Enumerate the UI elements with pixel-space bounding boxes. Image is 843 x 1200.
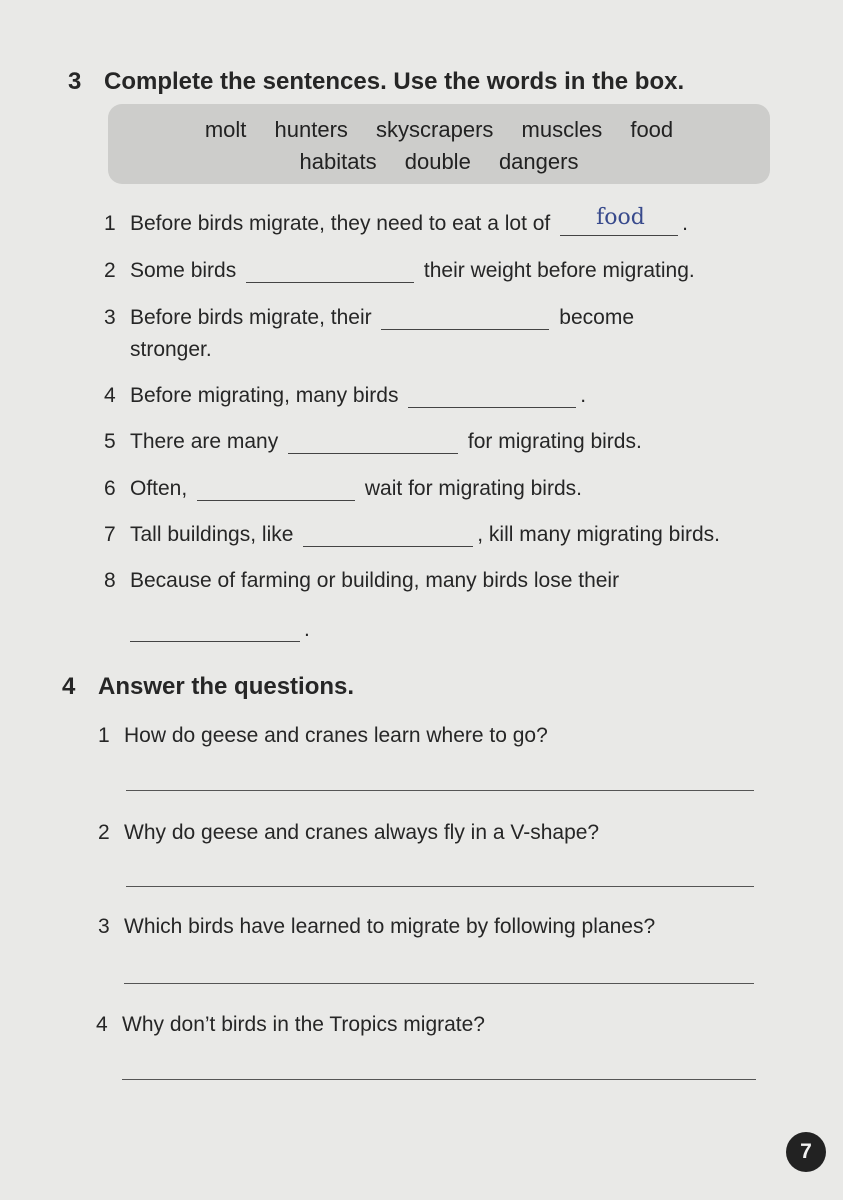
sentence-continuation: stronger. bbox=[130, 338, 212, 361]
question-item bbox=[96, 1013, 485, 1037]
sentence-item bbox=[104, 205, 688, 236]
sentence-text: Before migrating, many birds bbox=[130, 384, 399, 407]
answer-blank[interactable] bbox=[560, 205, 678, 236]
sentence-continuation bbox=[130, 618, 310, 642]
question-text: Why do geese and cranes always fly in a V-shape? bbox=[124, 821, 600, 844]
question-item bbox=[98, 915, 655, 939]
sentence-text: Often, bbox=[130, 477, 188, 500]
answer-line[interactable] bbox=[124, 983, 754, 984]
item-number: 7 bbox=[104, 523, 116, 546]
answer-blank[interactable] bbox=[408, 387, 576, 408]
item-number: 8 bbox=[104, 569, 116, 592]
answer-blank[interactable] bbox=[197, 480, 355, 501]
question-number: 4 bbox=[96, 1013, 108, 1036]
item-number: 5 bbox=[104, 430, 116, 453]
exercise-3-number: 3 bbox=[68, 68, 82, 95]
sentence-text: for migrating birds. bbox=[467, 430, 642, 453]
sentence-text: wait for migrating birds. bbox=[364, 477, 582, 500]
sentence-text: their weight before migrating. bbox=[423, 259, 695, 282]
item-number: 6 bbox=[104, 477, 116, 500]
word-box-word: molt bbox=[204, 117, 247, 142]
question-text: Which birds have learned to migrate by following planes? bbox=[124, 915, 656, 938]
word-box-word: hunters bbox=[274, 117, 348, 142]
sentence-item bbox=[104, 430, 642, 454]
item-number: 2 bbox=[104, 259, 116, 282]
answer-line[interactable] bbox=[122, 1079, 756, 1080]
question-number: 2 bbox=[98, 821, 110, 844]
answer-blank[interactable] bbox=[381, 309, 549, 330]
question-item bbox=[98, 821, 599, 845]
question-text: Why don’t birds in the Tropics migrate? bbox=[122, 1013, 485, 1036]
sentence-text: Tall buildings, like bbox=[130, 523, 294, 546]
word-box-word: double bbox=[404, 149, 471, 174]
sentence-item bbox=[104, 523, 720, 547]
sentence-item bbox=[104, 259, 695, 283]
exercise-4-instruction: Answer the questions. bbox=[98, 673, 355, 700]
sentence-item bbox=[104, 306, 634, 330]
answer-blank[interactable] bbox=[130, 621, 300, 642]
question-number: 1 bbox=[98, 724, 110, 747]
sentence-text: Before birds migrate, their bbox=[130, 306, 372, 329]
word-box-word: skyscrapers bbox=[376, 117, 494, 142]
item-number: 3 bbox=[104, 306, 116, 329]
word-box-word: muscles bbox=[521, 117, 603, 142]
sentence-text: , kill many migrating birds. bbox=[477, 523, 721, 546]
sentence-text: Some birds bbox=[130, 259, 237, 282]
sentence-text: . bbox=[304, 618, 310, 641]
sentence-text: . bbox=[682, 212, 688, 235]
question-number: 3 bbox=[98, 915, 110, 938]
answer-line[interactable] bbox=[126, 886, 754, 887]
word-box bbox=[108, 104, 770, 184]
answer-blank[interactable] bbox=[246, 262, 414, 283]
exercise-3-instruction: Complete the sentences. Use the words in the box. bbox=[104, 68, 685, 95]
word-box-word: food bbox=[630, 117, 674, 142]
sentence-item bbox=[104, 384, 586, 408]
item-number: 4 bbox=[104, 384, 116, 407]
answer-line[interactable] bbox=[126, 790, 754, 791]
answer-blank[interactable] bbox=[303, 526, 473, 547]
sentence-text: become bbox=[559, 306, 635, 329]
word-box-word: dangers bbox=[498, 149, 579, 174]
answer-blank[interactable] bbox=[288, 433, 458, 454]
sentence-item bbox=[104, 477, 582, 501]
sentence-text: There are many bbox=[130, 430, 279, 453]
sentence-text: Before birds migrate, they need to eat a lot of bbox=[130, 212, 551, 235]
sentence-text: Because of farming or building, many birds lose their bbox=[130, 569, 620, 592]
question-text: How do geese and cranes learn where to go? bbox=[124, 724, 548, 747]
sentence-item bbox=[104, 569, 619, 593]
exercise-4-number: 4 bbox=[62, 673, 76, 700]
item-number: 1 bbox=[104, 212, 116, 235]
word-box-word: habitats bbox=[299, 149, 377, 174]
page-number: 7 bbox=[786, 1132, 826, 1172]
sentence-text: . bbox=[580, 384, 587, 407]
handwritten-answer: food bbox=[596, 205, 645, 230]
question-item bbox=[98, 724, 548, 748]
